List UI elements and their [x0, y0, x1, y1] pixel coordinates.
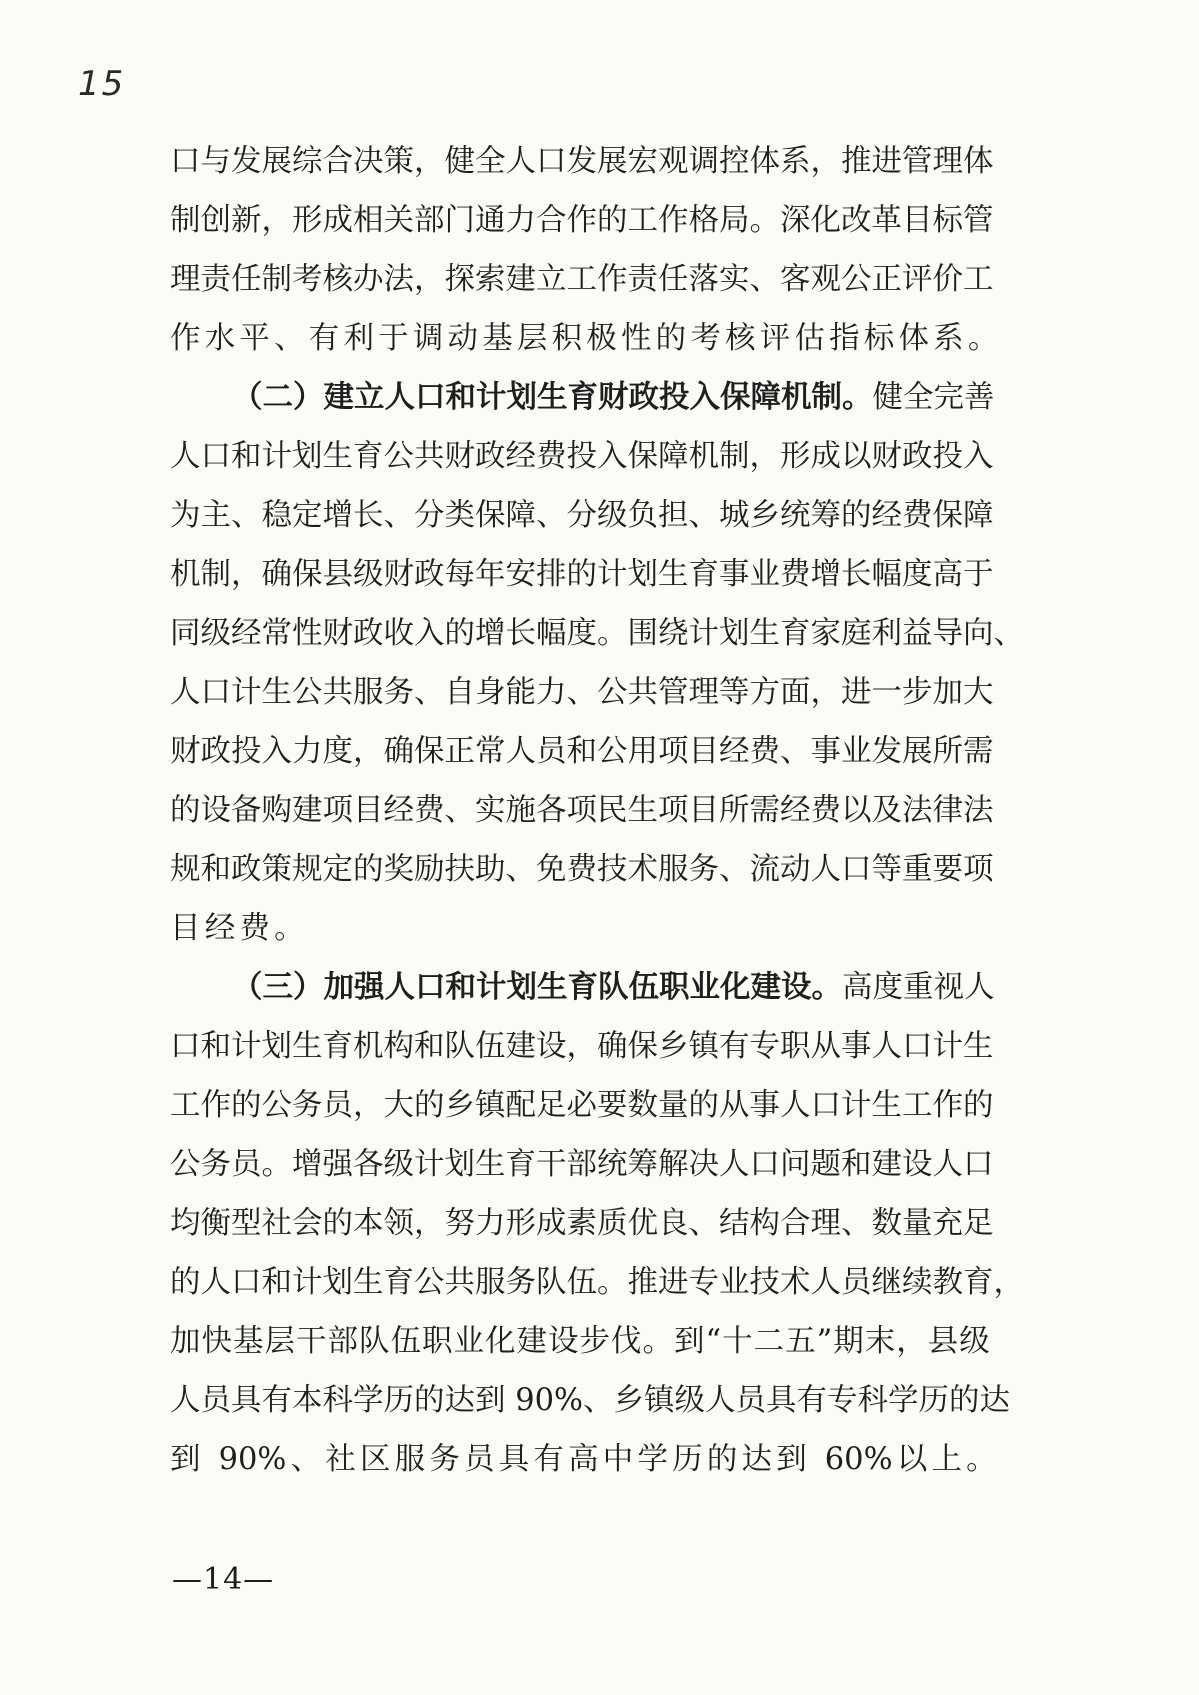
text-line: 同 级 经 常 性 财 政 收 入 的 增 长 幅 度 。 围 绕 计 划 生 育 家 庭 利 益 导 向 、 [170, 616, 1024, 651]
text-line: 公 务 员 。 增 强 各 级 计 划 生 育 干 部 统 筹 解 决 人 口 问 题 和 建 设 人 口 [170, 1147, 994, 1182]
text-line: 为 主 、 稳 定 增 长 、 分 类 保 障 、 分 级 负 担 、 城 乡 统 筹 的 经 费 保 障 [170, 498, 994, 533]
body-text [170, 132, 1024, 1489]
text-line: （ 二 ） 建 立 人 口 和 计 划 生 育 财 政 投 入 保 障 机 制 。 健 全 完 善 [232, 379, 995, 415]
text-line: 人 口 和 计 划 生 育 公 共 财 政 经 费 投 入 保 障 机 制 ， 形 成 以 财 政 投 入 [170, 439, 994, 474]
text-line: 理 责 任 制 考 核 办 法 ， 探 索 建 立 工 作 责 任 落 实 、 客 观 公 正 评 价 工 [170, 262, 994, 297]
text-line: 口 和 计 划 生 育 机 构 和 队 伍 建 设 ， 确 保 乡 镇 有 专 职 从 事 人 口 计 生 [170, 1029, 994, 1064]
text-line: 的 人 口 和 计 划 生 育 公 共 服 务 队 伍 。 推 进 专 业 技 术 人 员 继 续 教 育 ， [170, 1265, 1024, 1300]
text-line: 机 制 ， 确 保 县 级 财 政 每 年 安 排 的 计 划 生 育 事 业 费 增 长 幅 度 高 于 [170, 557, 994, 592]
text-line: 口 与 发 展 综 合 决 策 ， 健 全 人 口 发 展 宏 观 调 控 体 系 ， 推 进 管 理 体 [170, 144, 994, 179]
text-line: 工 作 的 公 务 员 ， 大 的 乡 镇 配 足 必 要 数 量 的 从 事 人 口 计 生 工 作 的 [170, 1088, 994, 1123]
text-line: 制 创 新 ， 形 成 相 关 部 门 通 力 合 作 的 工 作 格 局 。 深 化 改 革 目 标 管 [170, 203, 994, 238]
text-line: 财 政 投 入 力 度 ， 确 保 正 常 人 员 和 公 用 项 目 经 费 、 事 业 发 展 所 需 [170, 734, 994, 769]
text-line: 加 快 基 层 干 部 队 伍 职 业 化 建 设 步 伐 。 到 “ 十 二 五 ” 期 末 ， 县 级 [170, 1324, 990, 1359]
page-number: —14— [172, 1562, 275, 1597]
text-line: 的 设 备 购 建 项 目 经 费 、 实 施 各 项 民 生 项 目 所 需 经 费 以 及 法 律 法 [170, 793, 994, 828]
text-line: （ 三 ） 加 强 人 口 和 计 划 生 育 队 伍 职 业 化 建 设 。 高 度 重 视 人 [232, 969, 995, 1005]
text-line: 均 衡 型 社 会 的 本 领 ， 努 力 形 成 素 质 优 良 、 结 构 合 理 、 数 量 充 足 [170, 1206, 994, 1241]
text-line: 人 员 具 有 本 科 学 历 的 达 到 90% 、 乡 镇 级 人 员 具 有 专 科 学 历 的 达 [170, 1383, 1010, 1418]
text-line: 目 经 费 。 [170, 911, 305, 946]
text-line: 到 90% 、 社 区 服 务 员 具 有 高 中 学 历 的 达 到 60% 以 上 。 [170, 1442, 997, 1477]
text-line: 作 水 平 、 有 利 于 调 动 基 层 积 极 性 的 考 核 评 估 指 标 体 系 。 [170, 321, 999, 356]
handwritten-page-mark: 15 [78, 64, 126, 104]
text-line: 人 口 计 生 公 共 服 务 、 自 身 能 力 、 公 共 管 理 等 方 面 ， 进 一 步 加 大 [170, 675, 994, 710]
text-line: 规 和 政 策 规 定 的 奖 励 扶 助 、 免 费 技 术 服 务 、 流 动 人 口 等 重 要 项 [170, 852, 994, 887]
